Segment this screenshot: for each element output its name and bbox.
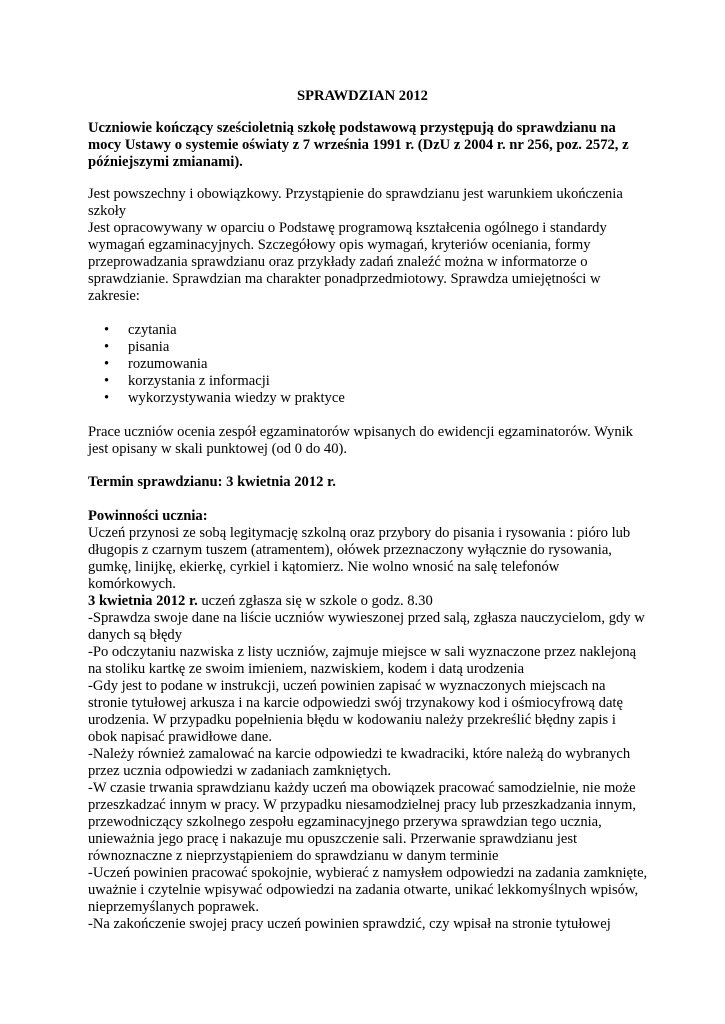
duties-heading: Powinności ucznia:	[88, 508, 208, 524]
duty-item: -Na zakończenie swojej pracy uczeń powinien sprawdzić, czy wpisał na stronie tytułowej	[88, 916, 611, 932]
duties-bring-paragraph: Uczeń przynosi ze sobą legitymację szkolną oraz przybory do pisania i rysowania : pióro lub długopis z czarnym tuszem (atramentem), ołówek przeznaczony wyłącznie do rysowania, gumkę, linijkę, ekierkę, cyrkiel i kątomierz. Nie wolno wnosić na salę telefonów komórkowych.	[88, 525, 631, 592]
skills-list	[100, 322, 345, 407]
list-item: • czytania	[100, 322, 345, 339]
exam-date-heading: Termin sprawdzianu: 3 kwietnia 2012 r.	[88, 474, 336, 490]
duties-date-rest: uczeń zgłasza się w szkole o godz. 8.30	[197, 593, 433, 609]
duty-item: -Po odczytaniu nazwiska z listy uczniów, zajmuje miejsce w sali wyznaczone przez naklejoną na stoliku kartkę ze swoim imieniem, nazwiskiem, kodem i datą urodzenia	[88, 644, 637, 677]
list-item: • pisania	[100, 339, 345, 356]
general-info-rest: Jest opracowywany w oparciu o Podstawę programową kształcenia ogólnego i standardy wymagań egzaminacyjnych. Szczegółowy opis wymagań, kryteriów oceniania, formy przeprowadzania sprawdzianu oraz przykłady zadań znaleźć można w informatorze o sprawdzianie. Sprawdzian ma charakter ponadprzedmiotowy. Sprawdza umiejętności w zakresie:	[88, 220, 607, 304]
duties-date-bold: 3 kwietnia 2012 r.	[88, 593, 198, 609]
duty-item: -Sprawdza swoje dane na liście uczniów wywieszonej przed salą, zgłasza nauczycielom, gdy w danych są błędy	[88, 610, 645, 643]
duty-item: -Należy również zamalować na karcie odpowiedzi te kwadraciki, które należą do wybranych przez ucznia odpowiedzi w zadaniach zamkniętych.	[88, 746, 631, 779]
general-info-line-2: szkoły	[88, 203, 127, 219]
list-item: • rozumowania	[100, 356, 345, 373]
intro-paragraph: Uczniowie kończący sześcioletnią szkołę podstawową przystępują do sprawdzianu na mocy Ustawy o systemie oświaty z 7 września 1991 r. (DzU z 2004 r. nr 256, poz. 2572, z późniejszymi zmianami).	[88, 120, 629, 170]
duty-item: -W czasie trwania sprawdzianu każdy uczeń ma obowiązek pracować samodzielnie, nie może przeszkadzać innym w pracy. W przypadku niesamodzielnej pracy lub przeszkadzania innym, przewodniczący szkolnego zespołu egzaminacyjnego przerywa sprawdzian tego ucznia, unieważnia jego pracę i nakazuje mu opuszczenie sali. Przerwanie sprawdzianu jest równoznaczne z nieprzystąpieniem do sprawdzianu w danym terminie	[88, 780, 636, 864]
document-title: SPRAWDZIAN 2012	[297, 88, 428, 104]
list-item: • wykorzystywania wiedzy w praktyce	[100, 390, 345, 407]
student-duties-section	[88, 508, 648, 933]
general-info-paragraph	[88, 186, 648, 305]
list-item: • korzystania z informacji	[100, 373, 345, 390]
duty-item: -Gdy jest to podane w instrukcji, uczeń powinien zapisać w wyznaczonych miejscach na stronie tytułowej arkusza i na karcie odpowiedzi swój trzynakowy kod i ośmiocyfrową datę urodzenia. W przypadku popełnienia błędu w kodowaniu należy przekreślić błędny zapis i obok napisać prawidłowe dane.	[88, 678, 623, 745]
general-info-line-1: Jest powszechny i obowiązkowy. Przystąpienie do sprawdzianu jest warunkiem ukończenia	[88, 186, 623, 202]
grading-paragraph: Prace uczniów ocenia zespół egzaminatorów wpisanych do ewidencji egzaminatorów. Wynik jest opisany w skali punktowej (od 0 do 40).	[88, 424, 633, 457]
duties-date-line	[88, 593, 648, 610]
duty-item: -Uczeń powinien pracować spokojnie, wybierać z namysłem odpowiedzi na zadania zamknięte, uważnie i czytelnie wpisywać odpowiedzi na zadania otwarte, unikać lekkomyślnych wpisów, nieprzemyślanych poprawek.	[88, 865, 648, 915]
